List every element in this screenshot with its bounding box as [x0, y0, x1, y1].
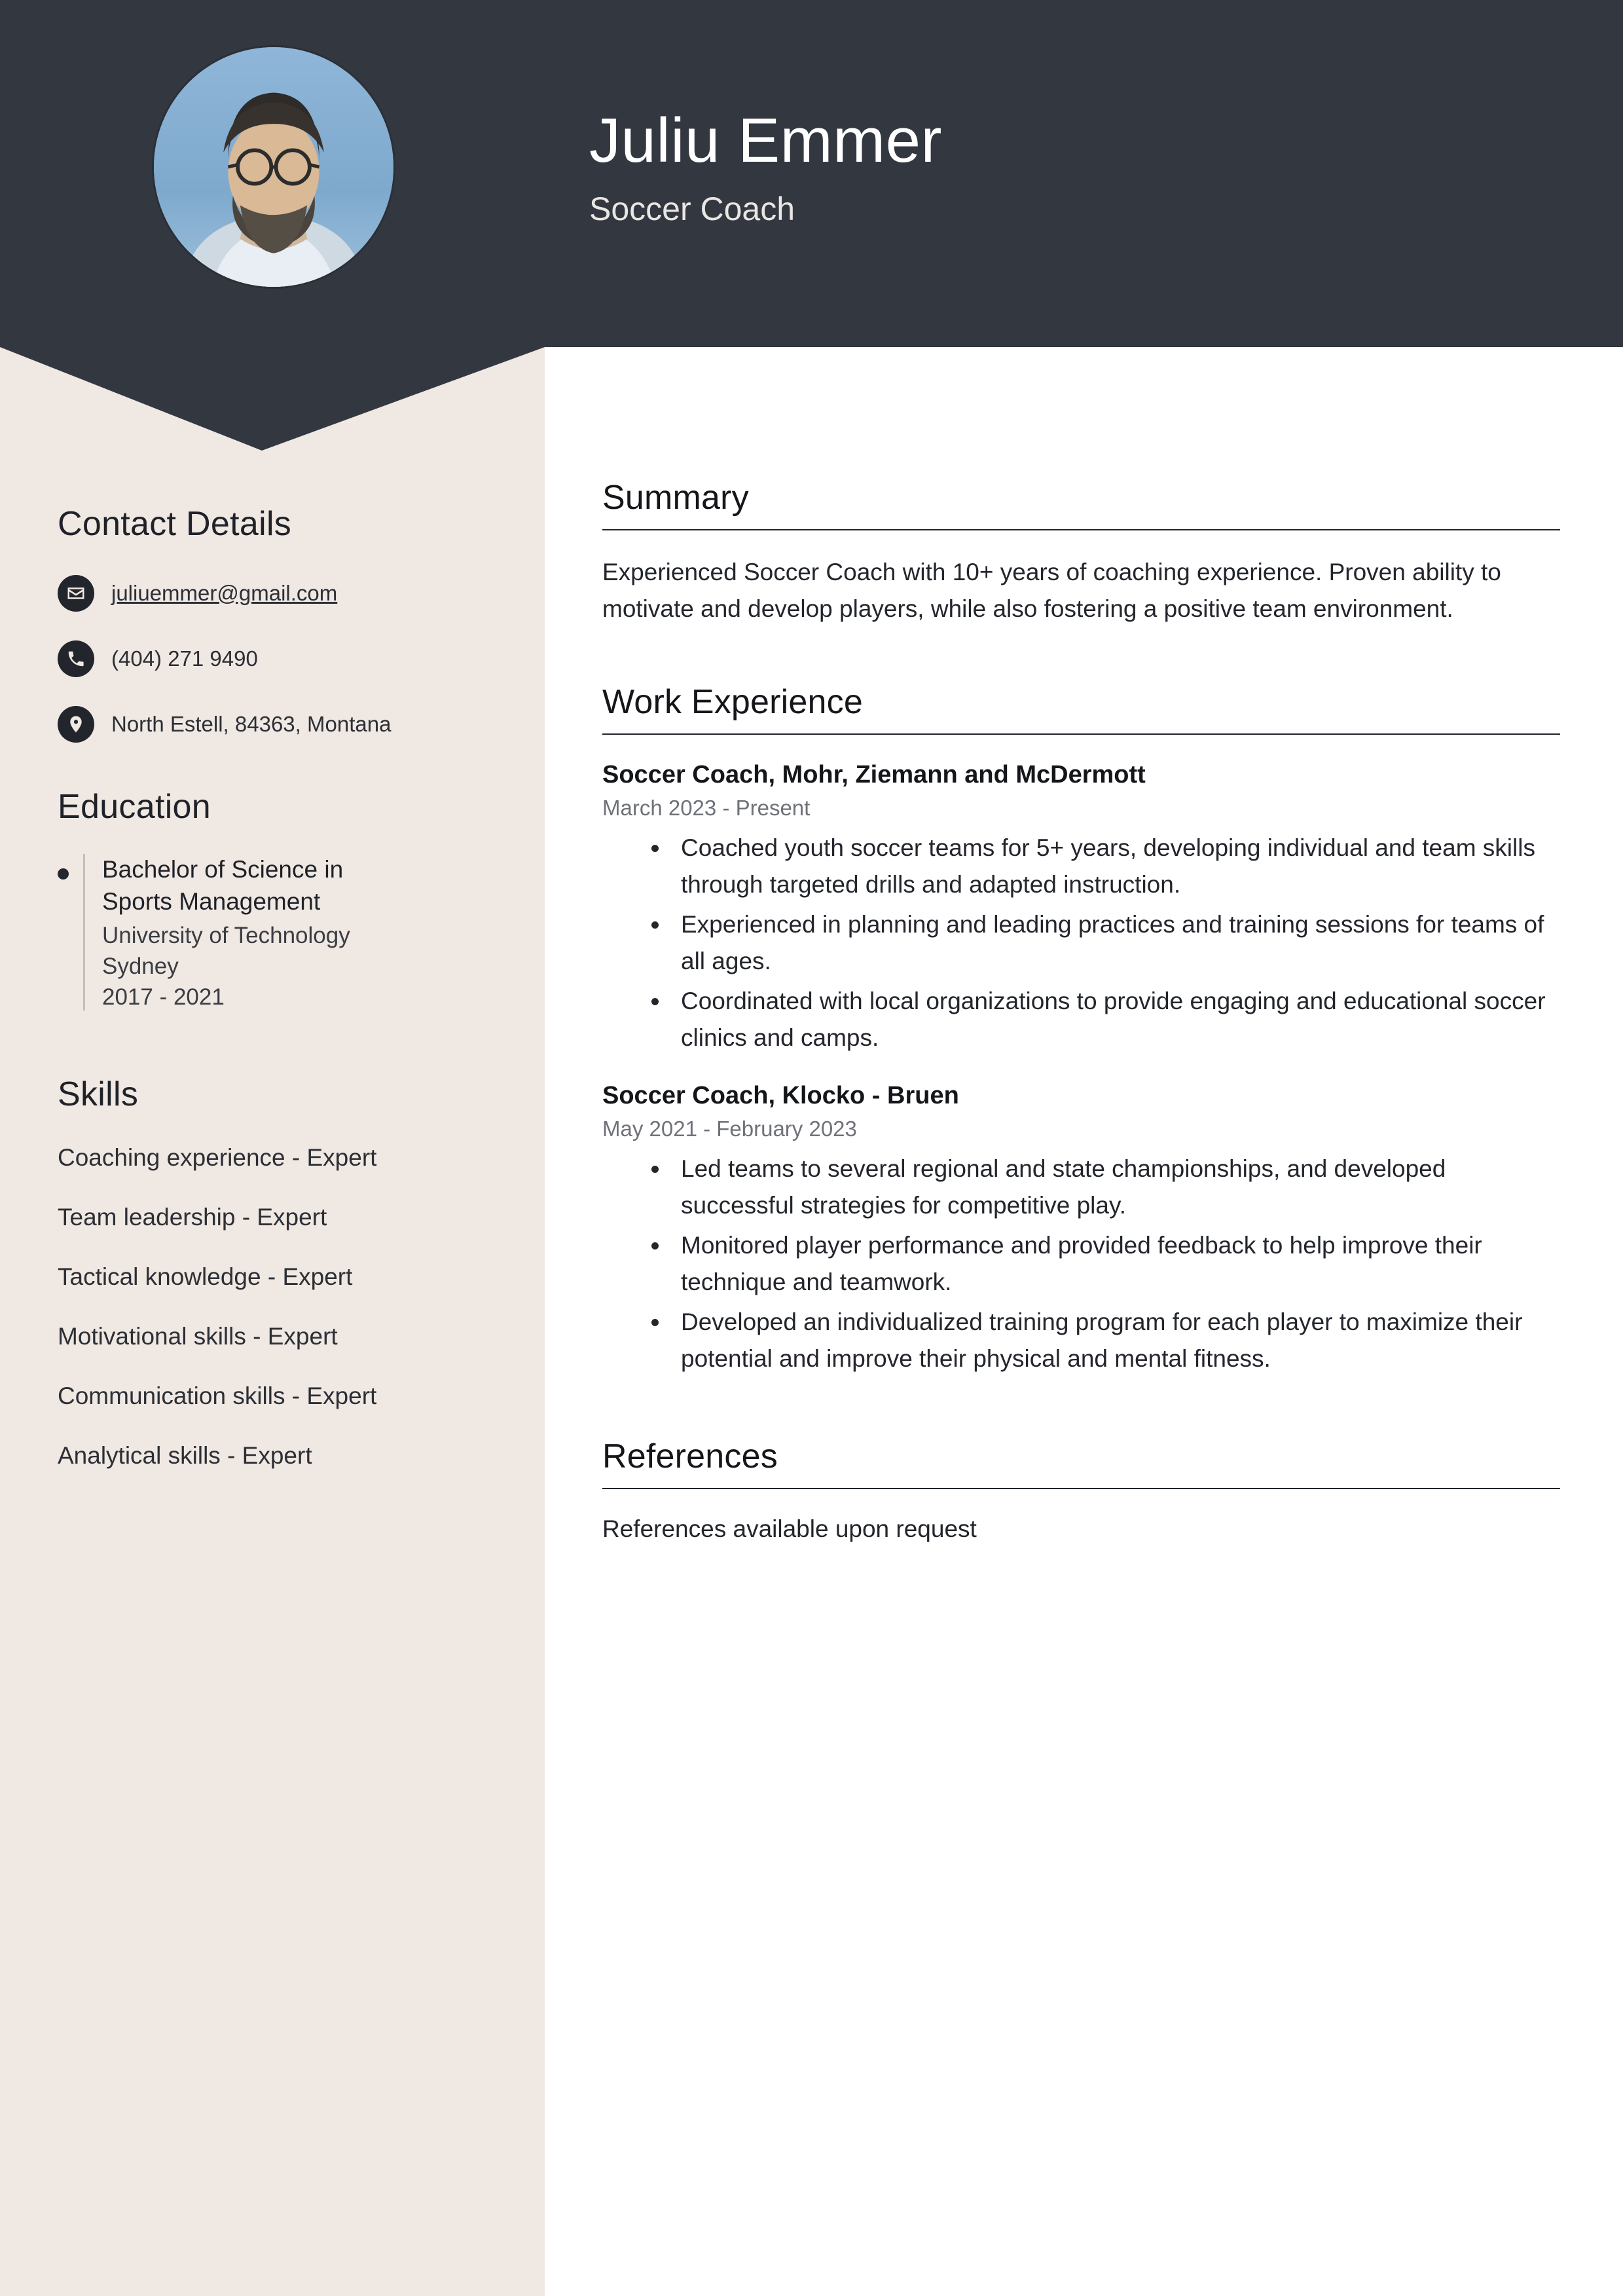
education-degree: Bachelor of Science in Sports Management [102, 856, 344, 915]
contact-details-heading: Contact Details [58, 505, 292, 543]
job-title: Soccer Coach, Mohr, Ziemann and McDermott [602, 761, 1146, 789]
skills-heading: Skills [58, 1075, 139, 1114]
phone-icon [58, 640, 94, 677]
list-item: • Coached youth soccer teams for 5+ years, developing individual and team skills through targeted drills and adapted instruction. [670, 830, 1560, 902]
job-bullets [602, 1151, 1560, 1377]
section-divider [602, 733, 1560, 735]
header-notch [0, 347, 545, 452]
summary-heading: Summary [602, 479, 749, 517]
list-item: Analytical skills - Expert [58, 1442, 312, 1470]
list-item: • Led teams to several regional and state championships, and developed successful strategies for competitive play. [670, 1151, 1560, 1223]
job-entry [602, 1082, 1560, 1377]
references-heading: References [602, 1437, 778, 1476]
phone-value: (404) 271 9490 [111, 646, 258, 671]
contact-email [58, 575, 487, 612]
job-entry [602, 761, 1560, 1056]
education-item [58, 854, 487, 1010]
job-role: Soccer Coach [589, 190, 795, 227]
education-school: University of Technology Sydney [102, 922, 350, 979]
list-item: Team leadership - Expert [58, 1204, 327, 1231]
education-years: 2017 - 2021 [102, 984, 225, 1010]
list-item: • Experienced in planning and leading practices and training sessions for teams of all ages. [670, 906, 1560, 979]
job-dates: May 2021 - February 2023 [602, 1117, 857, 1141]
sidebar [0, 347, 545, 2296]
location-pin-icon [58, 706, 94, 743]
work-experience-heading: Work Experience [602, 683, 863, 722]
summary-text: Experienced Soccer Coach with 10+ years of coaching experience. Proven ability to motivate and develop players, while also fostering a positive team environment. [602, 559, 1501, 623]
job-dates: March 2023 - Present [602, 796, 811, 821]
avatar [152, 45, 395, 289]
section-divider [602, 529, 1560, 530]
job-title: Soccer Coach, Klocko - Bruen [602, 1082, 959, 1110]
bullet-dot-icon [58, 868, 69, 880]
main-content [545, 347, 1623, 2296]
page-title: Juliu Emmer [589, 105, 942, 176]
resume-header [0, 0, 1623, 347]
list-item: Tactical knowledge - Expert [58, 1263, 353, 1291]
job-bullets [602, 830, 1560, 1056]
list-item: • Monitored player performance and provided feedback to help improve their technique and teamwork. [670, 1227, 1560, 1300]
list-item: Coaching experience - Expert [58, 1144, 377, 1172]
section-divider [602, 1488, 1560, 1489]
contact-location [58, 706, 487, 743]
list-item: Motivational skills - Expert [58, 1323, 338, 1350]
location-value: North Estell, 84363, Montana [111, 711, 392, 736]
email-value[interactable]: juliuemmer@gmail.com [111, 580, 338, 605]
references-text: References available upon request [602, 1515, 977, 1543]
contact-list [58, 575, 487, 743]
list-item: Communication skills - Expert [58, 1382, 377, 1410]
list-item: • Coordinated with local organizations to provide engaging and educational soccer clinics and camps. [670, 983, 1560, 1056]
envelope-icon [58, 575, 94, 612]
contact-phone [58, 640, 487, 677]
skills-list [58, 1144, 487, 1470]
list-item: • Developed an individualized training program for each player to maximize their potential and improve their physical and mental fitness. [670, 1304, 1560, 1377]
education-heading: Education [58, 788, 211, 826]
